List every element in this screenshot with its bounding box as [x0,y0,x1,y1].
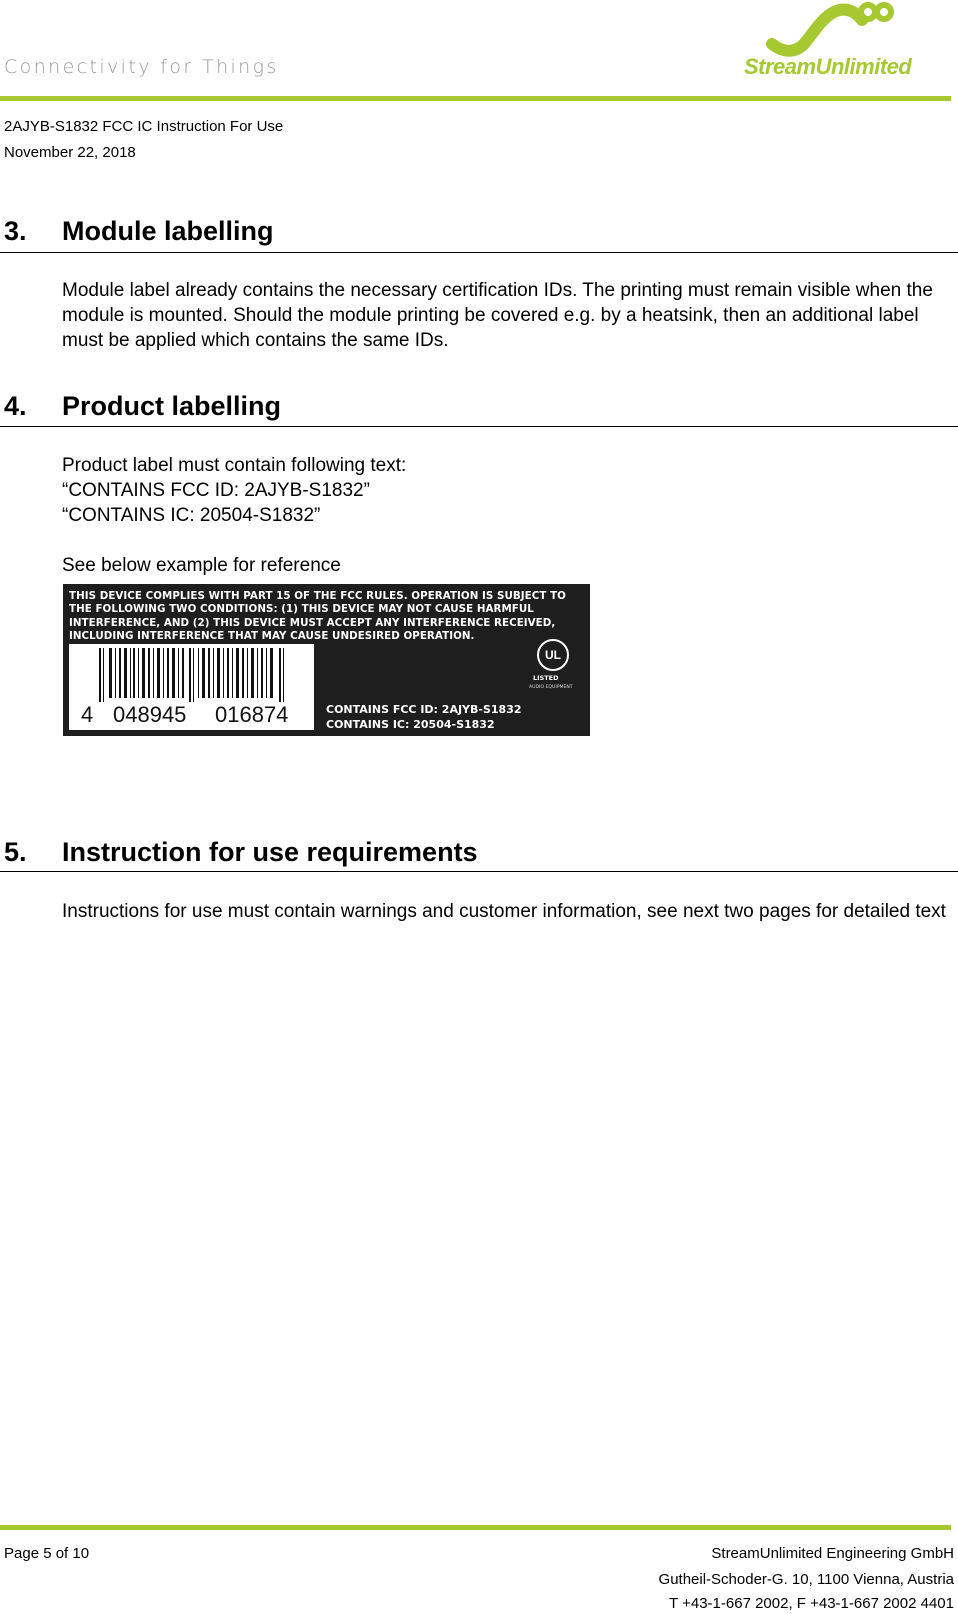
section-5-heading [4,837,478,868]
section-5-body: Instructions for use must contain warnings and customer information, see next two pages for detailed text [62,901,946,922]
document-date: November 22, 2018 [4,144,136,161]
barcode [69,644,314,730]
section-4-heading [4,391,281,422]
section-3-body: Module label already contains the necessary certification IDs. The printing must remain visible when the module is mounted. Should the module printing be covered e.g. by a heatsink, then an additional label must be applied which contains the same IDs. [62,280,933,351]
section-number: 3. [4,216,27,246]
ic-line: CONTAINS IC: 20504-S1832 [326,718,495,731]
ul-subtext: AUDIO EQUIPMENT [529,685,573,690]
product-label-line: “CONTAINS IC: 20504-S1832” [62,505,321,526]
footer-address: Gutheil-Schoder-G. 10, 1100 Vienna, Austria [658,1571,954,1588]
barcode-digits: 016874 [215,702,289,727]
product-label-line: “CONTAINS FCC ID: 2AJYB-S1832” [62,480,370,501]
reference-note: See below example for reference [62,555,341,576]
logo-text: StreamUnlimited [744,54,912,79]
page-number: Page 5 of 10 [4,1545,90,1562]
section-title: Instruction for use requirements [62,837,478,867]
section-number: 4. [4,391,27,421]
tagline: Connectivity for Things [4,56,279,78]
barcode-bars-icon [69,644,314,702]
fcc-ic-lines [326,702,522,732]
section-title: Module labelling [62,216,274,246]
example-product-label-image [63,584,590,736]
fcc-id-line: CONTAINS FCC ID: 2AJYB-S1832 [326,703,522,716]
section-3-heading [4,216,274,247]
section-rule [0,871,958,872]
section-number: 5. [4,837,27,867]
logo-wave-icon [738,0,953,60]
barcode-digit: 4 [81,702,94,727]
section-title: Product labelling [62,391,282,421]
section-rule [0,252,958,253]
barcode-digits: 048945 [113,702,187,727]
ul-listed-text: LISTED [533,674,559,682]
compliance-text: THIS DEVICE COMPLIES WITH PART 15 OF THE FCC RULES. OPERATION IS SUBJECT TO THE FOLLOWING TWO CONDITIONS: (1) THIS DEVICE MAY NOT CAUSE HARMFUL INTERFERENCE, AND (2) THIS DEVICE MUST ACCEPT ANY INTERFERENCE RECEIVED, INCLUDING INTERFERENCE THAT MAY CAUSE UNDESIRED OPERATION. [69,590,566,643]
footer-rule [0,1525,951,1530]
product-label-line: Product label must contain following text: [62,455,407,476]
section-rule [0,426,958,427]
header-rule [0,96,951,101]
company-logo [738,0,953,90]
footer-phone: T +43-1-667 2002, F +43-1-667 2002 4401 [669,1595,954,1612]
footer-company: StreamUnlimited Engineering GmbH [711,1545,954,1562]
ul-logo-icon: UL [537,639,569,671]
document-id: 2AJYB-S1832 FCC IC Instruction For Use [4,118,284,135]
